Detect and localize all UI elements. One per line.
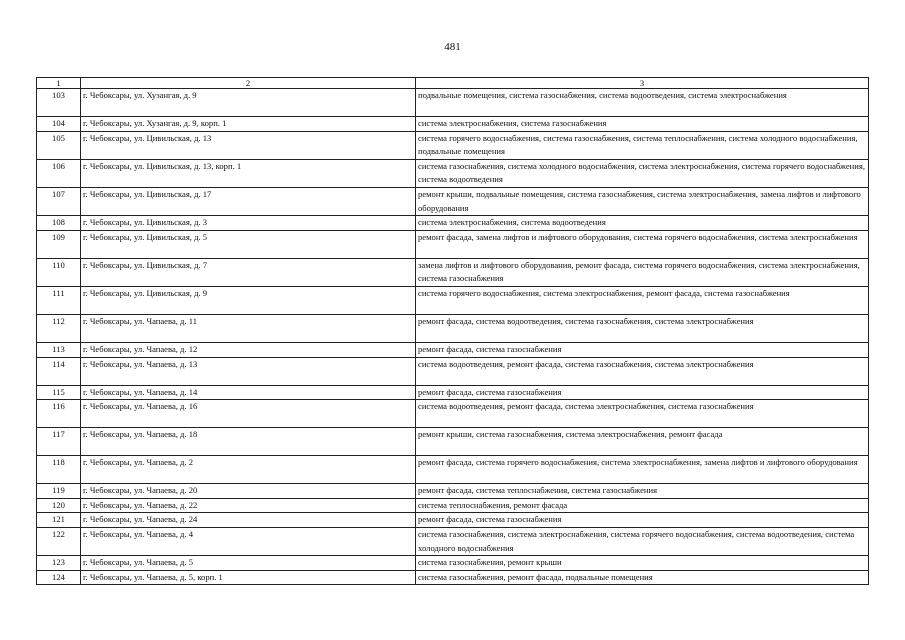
table-row xyxy=(37,230,869,258)
row-number-cell: 105 xyxy=(37,131,81,159)
table-row xyxy=(37,513,869,528)
address-cell: г. Чебоксары, ул. Чапаева, д. 5, корп. 1 xyxy=(81,570,416,585)
table-row xyxy=(37,357,869,385)
works-cell: ремонт фасада, система газоснабжения xyxy=(416,385,869,400)
address-cell: г. Чебоксары, ул. Хузангая, д. 9 xyxy=(81,89,416,117)
table-row xyxy=(37,258,869,286)
works-table xyxy=(36,77,869,585)
works-cell: система горячего водоснабжения, система газоснабжения, система теплоснабжения, система холодного водоснабжения, подвальные помещения xyxy=(416,131,869,159)
row-number-cell: 114 xyxy=(37,357,81,385)
row-number-cell: 107 xyxy=(37,187,81,215)
row-number-cell: 118 xyxy=(37,456,81,484)
table-row xyxy=(37,498,869,513)
works-cell: ремонт фасада, система теплоснабжения, система газоснабжения xyxy=(416,484,869,499)
table-row xyxy=(37,342,869,357)
works-cell: система газоснабжения, ремонт крыши xyxy=(416,556,869,571)
address-cell: г. Чебоксары, ул. Чапаева, д. 14 xyxy=(81,385,416,400)
row-number-cell: 117 xyxy=(37,428,81,456)
row-number-cell: 120 xyxy=(37,498,81,513)
works-cell: система горячего водоснабжения, система электроснабжения, ремонт фасада, система газоснабжения xyxy=(416,286,869,314)
works-cell: ремонт крыши, система газоснабжения, система электроснабжения, ремонт фасада xyxy=(416,428,869,456)
column-header-works: 3 xyxy=(416,78,869,89)
row-number-cell: 108 xyxy=(37,216,81,231)
works-cell: система газоснабжения, ремонт фасада, подвальные помещения xyxy=(416,570,869,585)
table-row xyxy=(37,187,869,215)
address-cell: г. Чебоксары, ул. Чапаева, д. 5 xyxy=(81,556,416,571)
works-cell: подвальные помещения, система газоснабжения, система водоотведения, система электроснабжения xyxy=(416,89,869,117)
works-cell: ремонт фасада, система горячего водоснабжения, система электроснабжения, замена лифтов и лифтового оборудования xyxy=(416,456,869,484)
table-row xyxy=(37,314,869,342)
table-row xyxy=(37,159,869,187)
works-cell: система электроснабжения, система газоснабжения xyxy=(416,117,869,132)
address-cell: г. Чебоксары, ул. Хузангая, д. 9, корп. 1 xyxy=(81,117,416,132)
table-row xyxy=(37,385,869,400)
address-cell: г. Чебоксары, ул. Чапаева, д. 12 xyxy=(81,342,416,357)
row-number-cell: 113 xyxy=(37,342,81,357)
table-row xyxy=(37,89,869,117)
table-row xyxy=(37,527,869,555)
works-cell: замена лифтов и лифтового оборудования, ремонт фасада, система горячего водоснабжения, система электроснабжения, система газоснабжения xyxy=(416,258,869,286)
works-cell: ремонт фасада, замена лифтов и лифтового оборудования, система горячего водоснабжения, система электроснабжения xyxy=(416,230,869,258)
works-cell: ремонт фасада, система водоотведения, система газоснабжения, система электроснабжения xyxy=(416,314,869,342)
address-cell: г. Чебоксары, ул. Цивильская, д. 9 xyxy=(81,286,416,314)
address-cell: г. Чебоксары, ул. Чапаева, д. 18 xyxy=(81,428,416,456)
table-row xyxy=(37,117,869,132)
table-row xyxy=(37,428,869,456)
table-row xyxy=(37,400,869,428)
works-cell: система водоотведения, ремонт фасада, система газоснабжения, система электроснабжения xyxy=(416,357,869,385)
address-cell: г. Чебоксары, ул. Цивильская, д. 5 xyxy=(81,230,416,258)
table-row xyxy=(37,570,869,585)
column-header-number: 1 xyxy=(37,78,81,89)
table-header-row xyxy=(37,78,869,89)
works-cell: ремонт фасада, система газоснабжения xyxy=(416,342,869,357)
address-cell: г. Чебоксары, ул. Чапаева, д. 2 xyxy=(81,456,416,484)
row-number-cell: 110 xyxy=(37,258,81,286)
address-cell: г. Чебоксары, ул. Чапаева, д. 16 xyxy=(81,400,416,428)
address-cell: г. Чебоксары, ул. Чапаева, д. 4 xyxy=(81,527,416,555)
row-number-cell: 124 xyxy=(37,570,81,585)
works-cell: система электроснабжения, система водоотведения xyxy=(416,216,869,231)
address-cell: г. Чебоксары, ул. Цивильская, д. 13 xyxy=(81,131,416,159)
row-number-cell: 111 xyxy=(37,286,81,314)
column-header-address: 2 xyxy=(81,78,416,89)
page-number: 481 xyxy=(444,41,461,53)
row-number-cell: 115 xyxy=(37,385,81,400)
works-cell: система водоотведения, ремонт фасада, система электроснабжения, система газоснабжения xyxy=(416,400,869,428)
row-number-cell: 109 xyxy=(37,230,81,258)
address-cell: г. Чебоксары, ул. Чапаева, д. 20 xyxy=(81,484,416,499)
row-number-cell: 112 xyxy=(37,314,81,342)
row-number-cell: 104 xyxy=(37,117,81,132)
row-number-cell: 119 xyxy=(37,484,81,499)
address-cell: г. Чебоксары, ул. Чапаева, д. 11 xyxy=(81,314,416,342)
table-row xyxy=(37,286,869,314)
table-row xyxy=(37,484,869,499)
table-row xyxy=(37,456,869,484)
address-cell: г. Чебоксары, ул. Чапаева, д. 13 xyxy=(81,357,416,385)
works-cell: система газоснабжения, система холодного водоснабжения, система электроснабжения, система горячего водоснабжения, система водоотведения xyxy=(416,159,869,187)
table-row xyxy=(37,556,869,571)
address-cell: г. Чебоксары, ул. Цивильская, д. 7 xyxy=(81,258,416,286)
row-number-cell: 123 xyxy=(37,556,81,571)
address-cell: г. Чебоксары, ул. Цивильская, д. 17 xyxy=(81,187,416,215)
address-cell: г. Чебоксары, ул. Чапаева, д. 22 xyxy=(81,498,416,513)
address-cell: г. Чебоксары, ул. Цивильская, д. 3 xyxy=(81,216,416,231)
table-row xyxy=(37,131,869,159)
address-cell: г. Чебоксары, ул. Цивильская, д. 13, корп. 1 xyxy=(81,159,416,187)
works-cell: ремонт крыши, подвальные помещения, система газоснабжения, система электроснабжения, замена лифтов и лифтового оборудования xyxy=(416,187,869,215)
works-cell: система газоснабжения, система электроснабжения, система горячего водоснабжения, система водоотведения, система холодного водоснабжения xyxy=(416,527,869,555)
works-cell: ремонт фасада, система газоснабжения xyxy=(416,513,869,528)
address-cell: г. Чебоксары, ул. Чапаева, д. 24 xyxy=(81,513,416,528)
works-cell: система теплоснабжения, ремонт фасада xyxy=(416,498,869,513)
row-number-cell: 122 xyxy=(37,527,81,555)
table-row xyxy=(37,216,869,231)
row-number-cell: 121 xyxy=(37,513,81,528)
row-number-cell: 103 xyxy=(37,89,81,117)
row-number-cell: 116 xyxy=(37,400,81,428)
row-number-cell: 106 xyxy=(37,159,81,187)
